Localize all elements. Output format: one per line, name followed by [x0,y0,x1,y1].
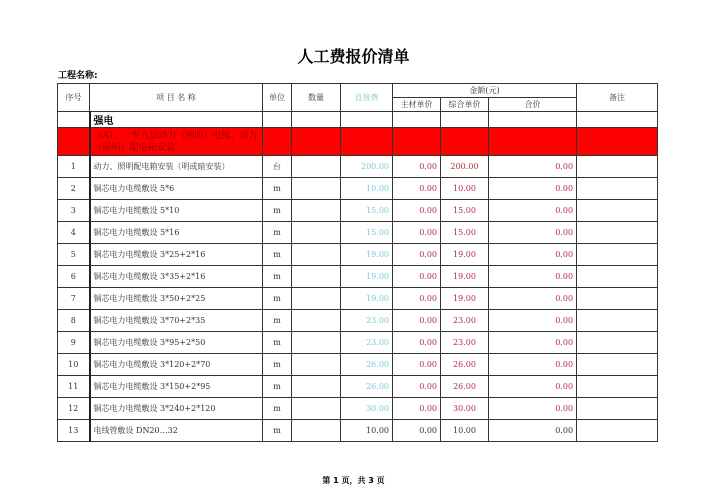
cell-name: 铜芯电力电缆敷设 3*150+2*95 [90,376,263,398]
cell-composite: 26.00 [441,376,489,398]
table-row [58,354,658,376]
cell-composite: 26.00 [441,354,489,376]
cell-direct: 26.00 [341,376,393,398]
cell-material: 0.00 [393,200,441,222]
table-row [58,156,658,178]
cell-no: 3 [58,200,90,222]
cell-empty [292,376,341,398]
cell-total: 0.00 [489,266,577,288]
cell-no: 11 [58,376,90,398]
cell-empty [577,178,658,200]
cell-material: 0.00 [393,310,441,332]
cell-total: 0.00 [489,376,577,398]
cell-composite: 30.00 [441,398,489,420]
table-row [58,266,658,288]
cell-total: 0.00 [489,288,577,310]
subsection-row [58,128,658,156]
page-title: 人工费报价清单 [297,47,410,66]
cell-empty [292,310,341,332]
cell-no: 7 [58,288,90,310]
cell-direct: 26.00 [341,354,393,376]
cell-direct: 10.00 [341,420,393,442]
table-row [58,200,658,222]
cell-direct: 23.00 [341,332,393,354]
cell-empty [577,310,658,332]
cell-no: 2 [58,178,90,200]
cell-composite: 15.00 [441,222,489,244]
cell-composite: 10.00 [441,420,489,442]
cell-composite: 15.00 [441,200,489,222]
cell-empty [577,266,658,288]
cell-unit: m [263,398,292,420]
cell-total: 0.00 [489,156,577,178]
cell-no: 4 [58,222,90,244]
cell-unit: m [263,354,292,376]
cell-total: 0.00 [489,420,577,442]
cell-empty [292,332,341,354]
cell-material: 0.00 [393,288,441,310]
header-direct: 直接费 [341,84,393,112]
cell-material: 0.00 [393,354,441,376]
cell-empty [292,288,341,310]
table-row [58,222,658,244]
cell-name: 铜芯电力电缆敷设 3*25+2*16 [90,244,263,266]
cell-composite: 10.00 [441,178,489,200]
cell-material: 0.00 [393,420,441,442]
cell-empty [292,420,341,442]
cell-direct: 19.00 [341,244,393,266]
subsection-title: （A）、一至九层动力（照明）电缆、动力（照明）配电箱安装 [90,128,263,156]
cell-material: 0.00 [393,178,441,200]
header-name: 项 目 名 称 [90,84,263,112]
cell-unit: m [263,376,292,398]
cell-empty [577,222,658,244]
price-table [57,83,658,442]
cell-unit: m [263,332,292,354]
cell-unit: m [263,200,292,222]
header-amount: 金额(元) [393,84,577,98]
cell-material: 0.00 [393,222,441,244]
cell-unit: m [263,178,292,200]
cell-direct: 15.00 [341,222,393,244]
cell-no: 13 [58,420,90,442]
cell-direct: 19.00 [341,266,393,288]
cell-no: 8 [58,310,90,332]
cell-empty [577,376,658,398]
cell-unit: m [263,266,292,288]
cell-total: 0.00 [489,222,577,244]
cell-no: 5 [58,244,90,266]
table-row [58,398,658,420]
cell-material: 0.00 [393,156,441,178]
cell-name: 铜芯电力电缆敷设 5*16 [90,222,263,244]
cell-empty [577,200,658,222]
cell-name: 铜芯电力电缆敷设 3*35+2*16 [90,266,263,288]
cell-name: 铜芯电力电缆敷设 3*70+2*35 [90,310,263,332]
cell-total: 0.00 [489,310,577,332]
cell-direct: 15.00 [341,200,393,222]
cell-name: 铜芯电力电缆敷设 3*50+2*25 [90,288,263,310]
cell-material: 0.00 [393,332,441,354]
header-qty: 数量 [292,84,341,112]
cell-material: 0.00 [393,266,441,288]
cell-unit: m [263,420,292,442]
cell-material: 0.00 [393,398,441,420]
cell-direct: 200.00 [341,156,393,178]
table-row [58,310,658,332]
cell-unit: m [263,222,292,244]
cell-total: 0.00 [489,354,577,376]
cell-empty [577,332,658,354]
cell-material: 0.00 [393,376,441,398]
header-unit: 单位 [263,84,292,112]
cell-composite: 19.00 [441,244,489,266]
cell-total: 0.00 [489,398,577,420]
cell-empty [292,266,341,288]
cell-name: 电线管敷设 DN20…32 [90,420,263,442]
cell-composite: 200.00 [441,156,489,178]
cell-empty [292,398,341,420]
cell-unit: 台 [263,156,292,178]
cell-empty [577,354,658,376]
table-row [58,288,658,310]
cell-no: 12 [58,398,90,420]
cell-empty [577,244,658,266]
cell-empty [292,200,341,222]
cell-direct: 23.00 [341,310,393,332]
table-row [58,376,658,398]
cell-total: 0.00 [489,178,577,200]
cell-total: 0.00 [489,332,577,354]
cell-material: 0.00 [393,244,441,266]
header-composite: 综合单价 [441,98,489,112]
cell-direct: 10.00 [341,178,393,200]
cell-empty [292,178,341,200]
cell-empty [577,288,658,310]
cell-empty [292,354,341,376]
cell-composite: 23.00 [441,332,489,354]
cell-empty [577,420,658,442]
cell-unit: m [263,288,292,310]
cell-unit: m [263,244,292,266]
table-row [58,178,658,200]
header-total: 合价 [489,98,577,112]
project-name-label: 工程名称: [58,71,98,81]
header-material: 主材单价 [393,98,441,112]
cell-name: 铜芯电力电缆敷设 5*6 [90,178,263,200]
cell-name: 铜芯电力电缆敷设 3*120+2*70 [90,354,263,376]
section-title: 强电 [90,112,263,128]
cell-no: 10 [58,354,90,376]
header-no: 序号 [58,84,90,112]
table-row [58,332,658,354]
cell-empty [292,244,341,266]
cell-empty [577,398,658,420]
cell-no: 6 [58,266,90,288]
cell-composite: 19.00 [441,266,489,288]
cell-empty [292,222,341,244]
cell-no: 1 [58,156,90,178]
page-footer: 第 1 页，共 3 页 [322,476,385,485]
section-row [58,112,658,128]
cell-no: 9 [58,332,90,354]
table-row [58,244,658,266]
cell-empty [292,156,341,178]
table-row [58,420,658,442]
cell-name: 动力、照明配电箱安装（明或暗安装） [90,156,263,178]
cell-name: 铜芯电力电缆敷设 5*10 [90,200,263,222]
header-remark: 备注 [577,84,658,112]
cell-unit: m [263,310,292,332]
cell-empty [577,156,658,178]
cell-name: 铜芯电力电缆敷设 3*240+2*120 [90,398,263,420]
cell-composite: 23.00 [441,310,489,332]
cell-total: 0.00 [489,200,577,222]
cell-direct: 19.00 [341,288,393,310]
cell-composite: 19.00 [441,288,489,310]
cell-direct: 30.00 [341,398,393,420]
cell-name: 铜芯电力电缆敷设 3*95+2*50 [90,332,263,354]
cell-total: 0.00 [489,244,577,266]
